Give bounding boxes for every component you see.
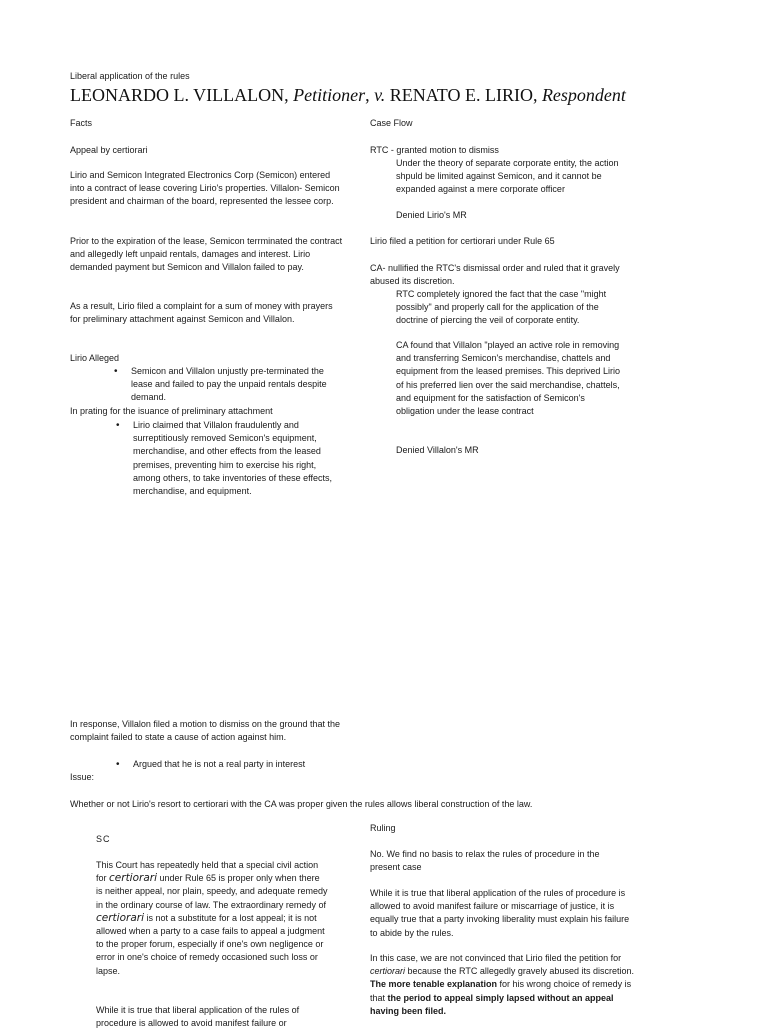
facts-paragraph-1: Lirio and Semicon Integrated Electronics Corp (Semicon) entered into a contract of lease covering Lirio's properties. Villalon- Semicon president and chairman of the board, represented the lessee corp. [70, 170, 340, 207]
respondent-role: Respondent [541, 85, 626, 105]
ca-detail-1: RTC completely ignored the fact that the case "might possibly" and properly call for the application of the doctrine of piercing the veil of corporate entity. [396, 289, 607, 326]
facts-paragraph-3: As a result, Lirio filed a complaint for a sum of money with prayers for preliminary attachment against Semicon and Villalon. [70, 301, 333, 325]
sc-heading: SC [96, 834, 111, 844]
rtc-denied-mr: Denied Lirio's MR [396, 210, 467, 220]
issue-text: Whether or not Lirio's resort to certiorari with the CA was proper given the rules allows liberal construction of the law. [70, 799, 533, 809]
response-paragraph: In response, Villalon filed a motion to dismiss on the ground that the complaint failed to state a cause of action against him. [70, 719, 340, 743]
response-list [133, 758, 363, 771]
praying-list [133, 419, 343, 498]
ca-detail-2: CA found that Villalon "played an active role in removing and transferring Semicon's merchandise, chattels and equipment from the leased premises. This deprived Lirio of his preferred lien over the said merchandise, chattels, and equipment for the satisfaction of Semicon's obligation under the lease contract [396, 340, 620, 417]
sc-text: under Rule 65 is proper only when there is neither appeal, nor plain, speedy, and adequate remedy in the ordinary course of law. The extraordinary remedy of [96, 873, 328, 910]
ruling-certiorari: certiorari [370, 966, 406, 977]
sc-paragraph-1 [96, 859, 328, 978]
versus: v. [374, 85, 386, 105]
ruling-text: because the RTC allegedly gravely abused its discretion. [405, 966, 634, 977]
case-title: LEONARDO L. VILLALON, Petitioner, v. RENATO E. LIRIO, Respondent [70, 85, 626, 105]
ca-denied-mr: Denied Villalon's MR [396, 445, 479, 455]
case-flow-heading: Case Flow [370, 118, 413, 128]
list-item: • Semicon and Villalon unjustly pre-terminated the lease and failed to pay the unpaid rentals despite demand. [131, 365, 336, 405]
ruling-paragraph-2: While it is true that liberal application of the rules of procedure is allowed to avoid manifest failure or miscarriage of justice, it is equally true that a party invoking liberality must explain his failure to abide by the rules. [370, 888, 630, 938]
petition-for-certiorari: Lirio filed a petition for certiorari under Rule 65 [370, 236, 555, 246]
list-item: • Lirio claimed that Villalon fraudulently and surreptitiously removed Semicon's equipment, merchandise, and other effects from the leased premises, preventing him to exercise his right, among others, to take inventories of these effects, merchandise, and equipment. [133, 419, 343, 498]
ruling-emphasis: the period to appeal simply lapsed without an appeal having been filed. [370, 992, 614, 1016]
ruling-heading: Ruling [370, 823, 396, 833]
sc-text: This Court has repeatedly held that a special civil action for [96, 860, 319, 884]
list-item: • Argued that he is not a real party in interest [133, 758, 363, 771]
sc-text: is not a substitute for a lost appeal; it is not allowed when a party to a case fails to appeal a judgment to the proper forum, especially if one's own negligence or error in one's choice of remedy occasioned such loss or lapse. [96, 912, 325, 976]
issue-heading: Issue: [70, 772, 95, 782]
facts-paragraph-2: Prior to the expiration of the lease, Semicon terrminated the contract and allegedly left unpaid rentals, damages and interest. Lirio demanded payment but Semicon and Villalon failed to pay. [70, 236, 343, 273]
petitioner-name: LEONARDO L. VILLALON, [70, 85, 294, 105]
ruling-text: for his wrong choice of remedy is that [370, 979, 632, 1003]
facts-heading: Facts [70, 118, 93, 128]
ruling-paragraph-1: No. We find no basis to relax the rules of procedure in the present case [370, 849, 600, 873]
lirio-alleged-heading: Lirio Alleged [70, 353, 120, 363]
facts-appeal: Appeal by certiorari [70, 145, 148, 155]
sc-certiorari: certiorari [109, 872, 158, 885]
rtc-ruling: RTC - granted motion to dismiss [370, 145, 499, 155]
document-kicker: Liberal application of the rules [70, 71, 190, 81]
ruling-paragraph-3 [370, 952, 635, 1018]
praying-heading: In prating for the isuance of preliminary attachment [70, 406, 273, 416]
ca-ruling: CA- nullified the RTC's dismissal order and ruled that it gravely abused its discretion. [370, 263, 620, 287]
alleged-list [131, 365, 336, 405]
ruling-text: In this case, we are not convinced that Lirio filed the petition for [370, 953, 622, 963]
sc-paragraph-2: While it is true that liberal application of the rules of procedure is allowed to avoid manifest failure or [96, 1005, 300, 1029]
sc-certiorari: certiorari [96, 911, 144, 924]
respondent-name: RENATO E. LIRIO, [385, 85, 542, 105]
rtc-detail: Under the theory of separate corporate entity, the action shpuld be limited against Semicon, and it cannot be expanded against a mere corporate officer [396, 158, 619, 195]
ruling-emphasis: The more tenable explanation [370, 979, 498, 990]
petitioner-role: Petitioner [293, 85, 366, 105]
